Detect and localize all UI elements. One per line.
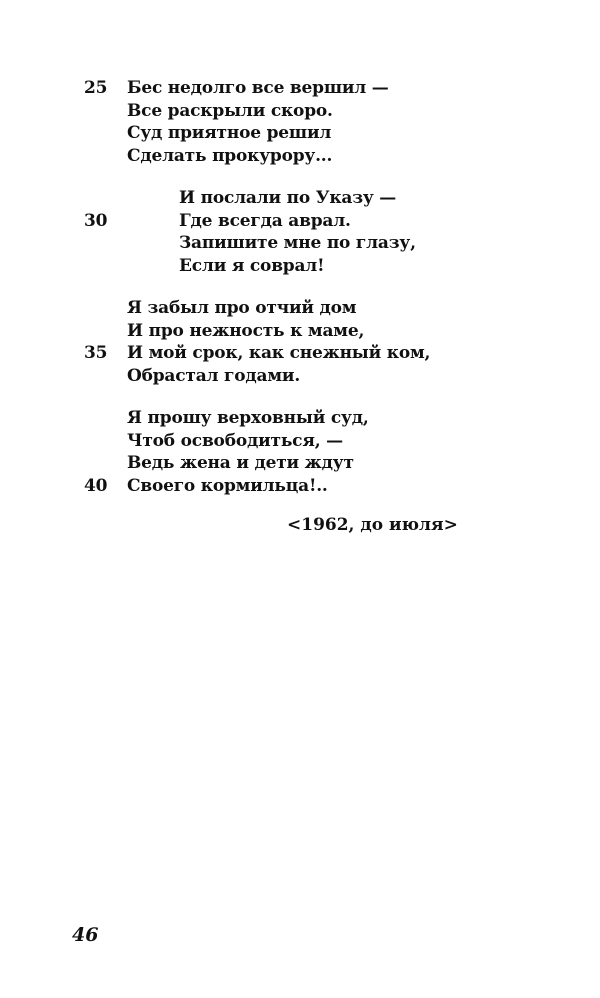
line-text: Где всегда аврал.	[179, 210, 351, 231]
poem-line	[0, 365, 600, 388]
line-number: 35	[84, 343, 108, 363]
line-number: 25	[84, 78, 108, 98]
line-text: Бес недолго все вершил —	[127, 78, 389, 98]
poem-line	[0, 407, 600, 430]
stanza-4	[0, 407, 600, 497]
stanza-3	[0, 297, 600, 387]
line-number: 30	[84, 210, 108, 231]
poem-line	[0, 297, 600, 320]
line-number: 40	[84, 475, 108, 496]
poem-line	[0, 430, 600, 453]
poem-line	[0, 475, 600, 498]
poem-line	[0, 210, 600, 233]
line-text: Обрастал годами.	[127, 365, 301, 386]
poem-line	[0, 342, 600, 365]
stanza-2	[0, 187, 600, 277]
poem-line	[0, 255, 600, 278]
line-text: Чтоб освободиться, —	[127, 430, 343, 451]
line-text: Запишите мне по глазу,	[179, 233, 416, 253]
line-text: И мой срок, как снежный ком,	[127, 343, 431, 363]
line-text: И про нежность к маме,	[127, 320, 365, 341]
poem-line	[0, 320, 600, 343]
line-text: Все раскрыли скоро.	[127, 100, 333, 121]
line-text: Суд приятное решил	[127, 123, 332, 143]
poem	[0, 77, 600, 517]
line-text: Я прошу верховный суд,	[127, 408, 369, 428]
poem-line	[0, 145, 600, 168]
poem-date: <1962, до июля>	[287, 515, 458, 535]
poem-line	[0, 187, 600, 210]
poem-line	[0, 100, 600, 123]
poem-line	[0, 122, 600, 145]
line-text: Если я соврал!	[179, 255, 325, 276]
poem-line	[0, 232, 600, 255]
stanza-1	[0, 77, 600, 167]
line-text: Я забыл про отчий дом	[127, 298, 357, 318]
line-text: Своего кормильца!..	[127, 475, 328, 496]
line-text: И послали по Указу —	[179, 188, 397, 208]
poem-line	[0, 77, 600, 100]
poem-line	[0, 452, 600, 475]
page-number: 46	[72, 924, 99, 946]
line-text: Сделать прокурору...	[127, 145, 333, 166]
line-text: Ведь жена и дети ждут	[127, 453, 354, 473]
